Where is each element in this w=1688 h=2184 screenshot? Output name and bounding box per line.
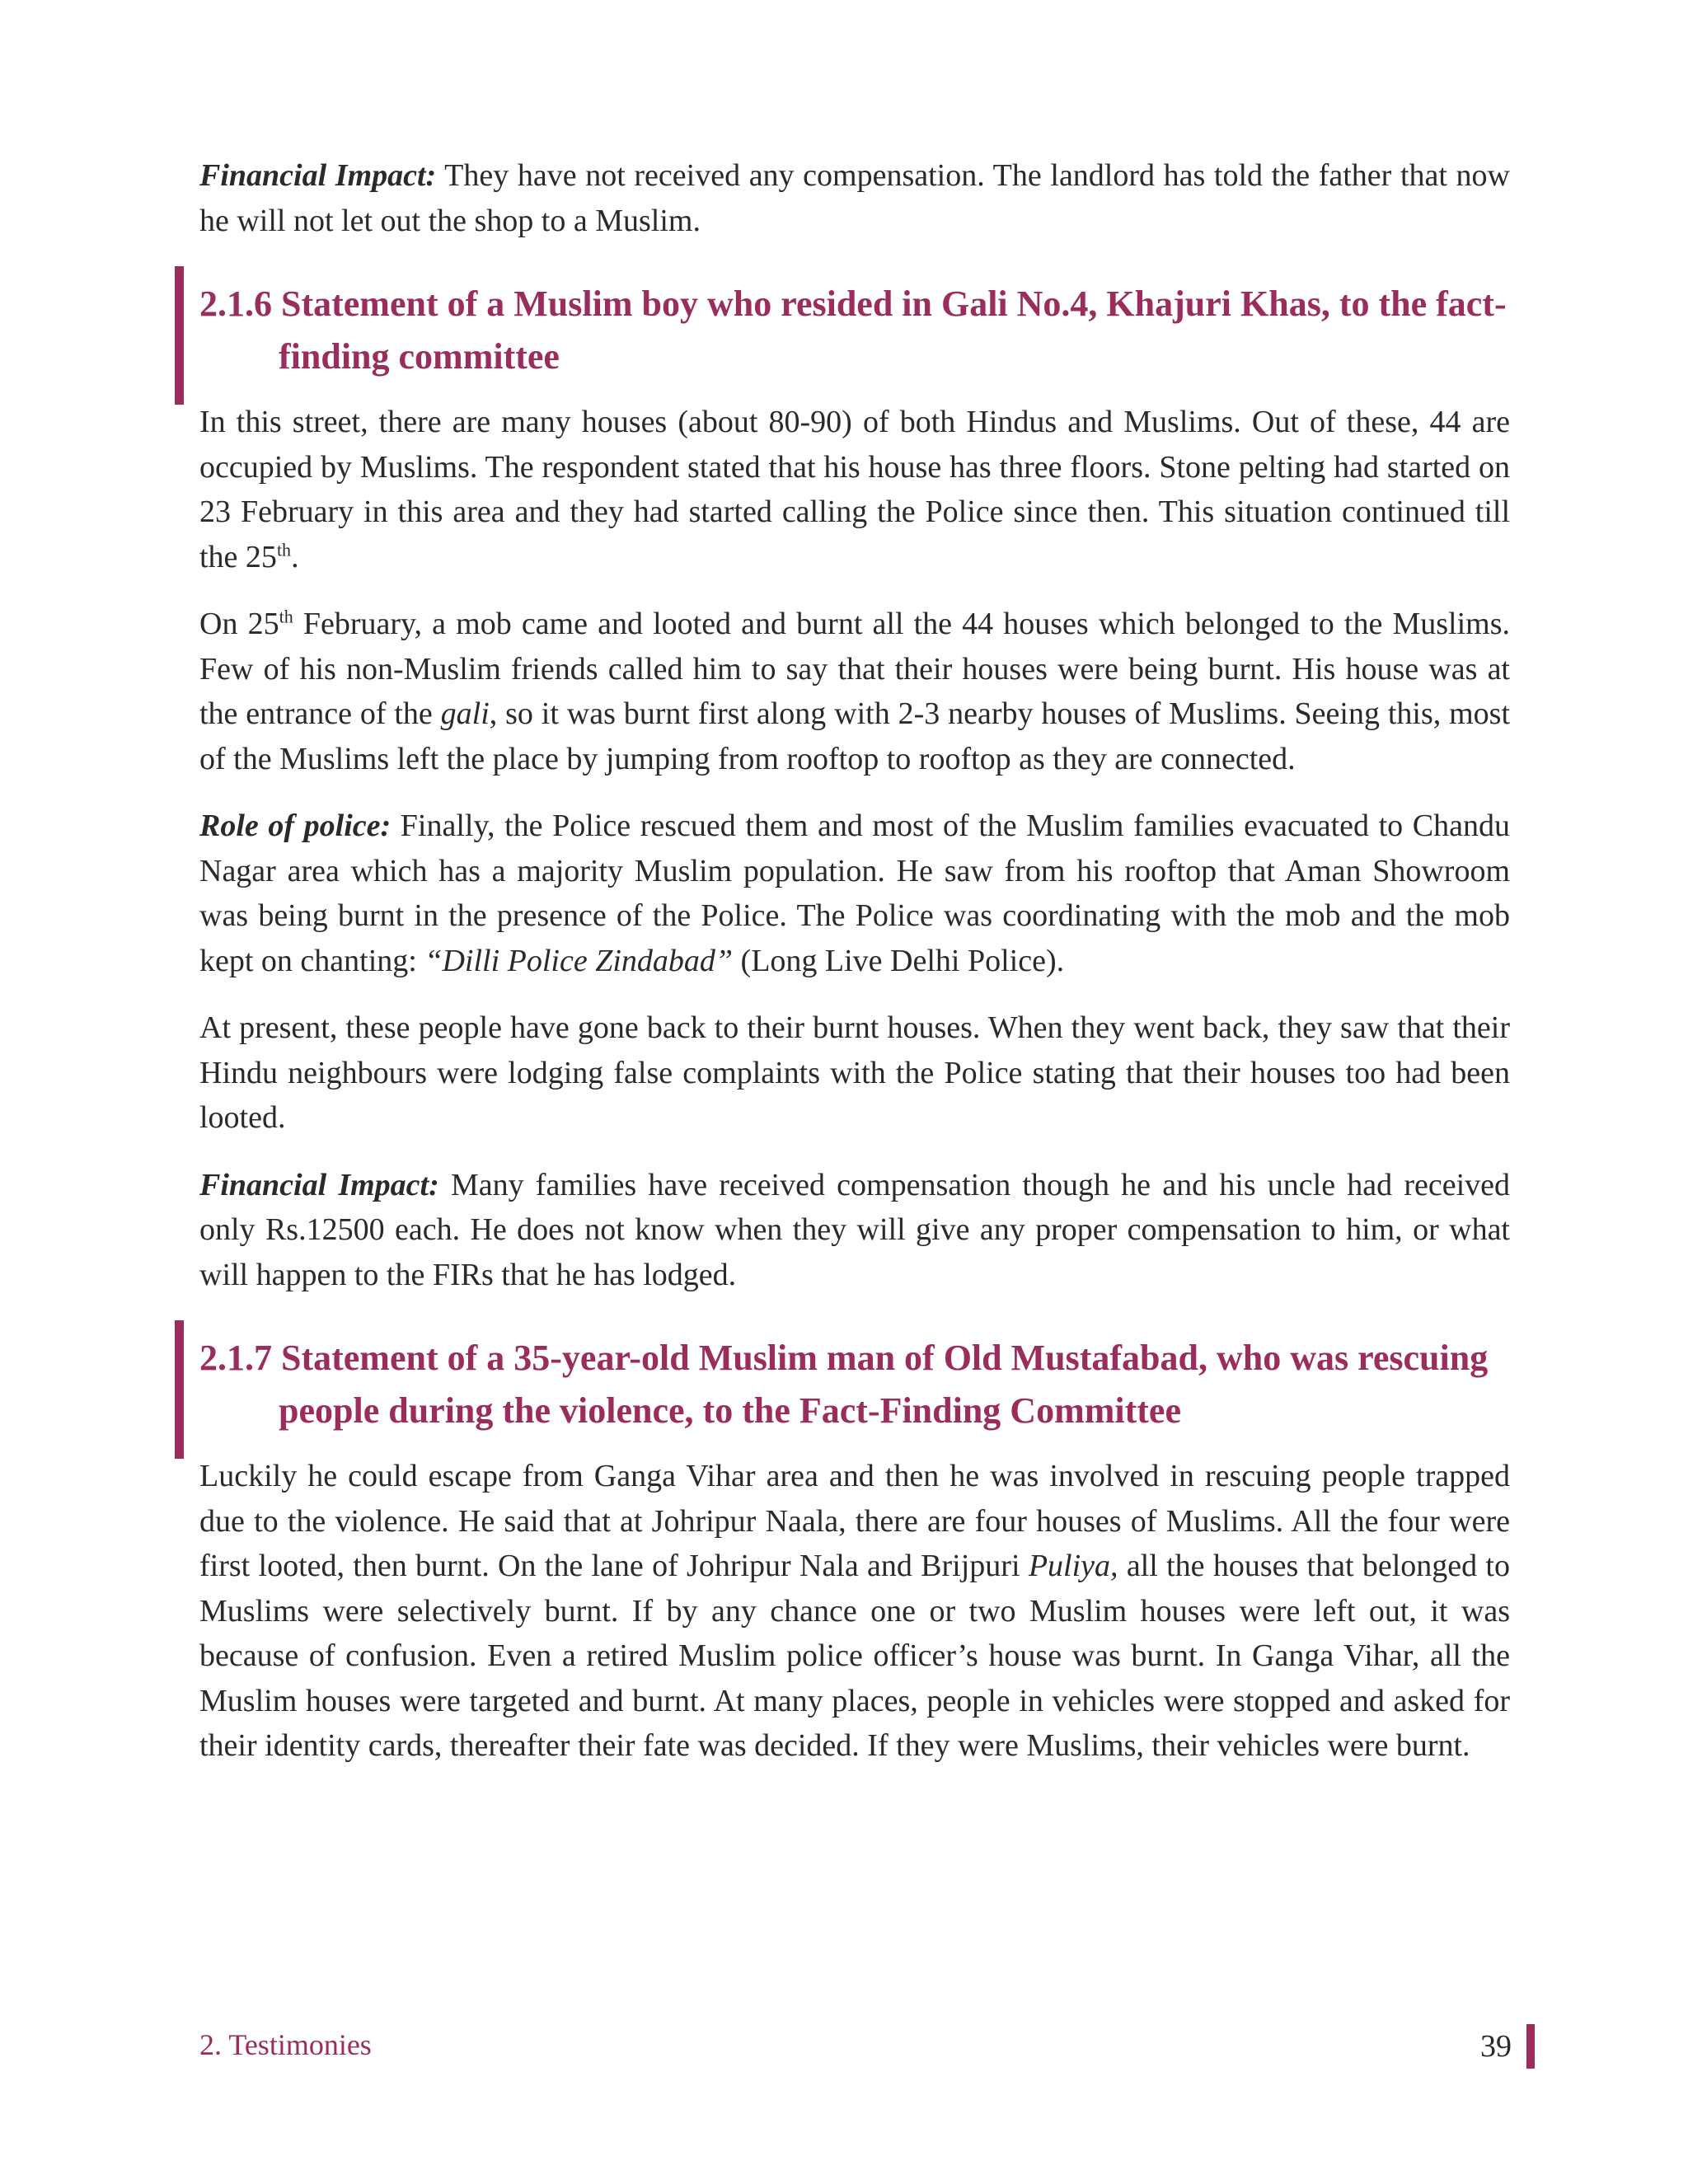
footer-page-marker [1480,2024,1535,2069]
paragraph-text: all the houses that belonged to Muslims were selectively burnt. If by any chance one or two Muslim houses were left out, it was because of confusion. Even a retired Muslim police officer’s house was burnt. In Ganga Vihar, all the Muslim houses were targeted and burnt. At many places, people in vehicles were stopped and asked for their identity cards, thereafter their fate was decided. If they were Muslims, their vehicles were burnt. [199,1549,1510,1763]
paragraph-text: Luckily he could escape from Ganga Vihar area and then he was involved in rescuing people trapped due to the violence. He said that at Johripur Naala, there are four houses of Muslims. All the four were first looted, then burnt. On the lane of Johripur Nala and Brijpuri [199,1459,1510,1583]
italic-term: Puliya, [1028,1549,1118,1583]
financial-impact-label: Financial Impact: [199,1167,439,1202]
section-heading-2-1-6: 2.1.6 Statement of a Muslim boy who resided in Gali No.4, Khajuri Khas, to the fact-finding committee [199,284,1507,377]
paragraph-mob-looting [199,602,1510,781]
italic-term: gali [440,696,490,731]
paragraph-text: In this street, there are many houses (about 80-90) of both Hindus and Muslims. Out of these, 44 are occupied by Muslims. The respondent stated that his house has three floors. Stone pelting had started on 23 February in this area and they had started calling the Police since then. This situation continued till the 25 [199,405,1510,574]
paragraph-text: . [291,539,299,574]
section-2-1-7 [199,1320,1510,1437]
section-heading-2-1-7: 2.1.7 Statement of a 35-year-old Muslim man of Old Mustafabad, who was rescuing people during the violence, to the Fact-Finding Committee [199,1338,1489,1431]
paragraph-text: On 25 [199,607,279,641]
italic-quote: “Dilli Police Zindabad” [424,943,734,978]
financial-impact-paragraph [199,153,1510,243]
paragraph-text: Finally, the Police rescued them and most of the Muslim families evacuated to Chandu Nagar area which has a majority Muslim population. He saw from his rooftop that Aman Showroom was being burnt in the presence of the Police. The Police was coordinating with the mob and the mob kept on chanting: [199,808,1510,978]
paragraph-at-present: At present, these people have gone back to their burnt houses. When they went back, they saw that their Hindu neighbours were lodging false complaints with the Police stating that their houses too had been looted. [199,1010,1510,1135]
superscript: th [276,538,292,560]
financial-impact-label: Financial Impact: [199,158,437,193]
superscript: th [279,606,293,627]
paragraph-text: February, a mob came and looted and burnt all the 44 houses which belonged to the Muslims. Few of his non-Muslim friends called him to say that their houses were being burnt. His house was at the entrance of the [199,607,1510,731]
paragraph-text: , so it was burnt first along with 2-3 nearby houses of Muslims. Seeing this, most of the Muslims left the place by jumping from rooftop to rooftop as they are connected. [199,696,1511,776]
footer-accent-bar [1526,2024,1535,2069]
section-accent-bar [175,1320,184,1459]
role-of-police-label: Role of police: [199,808,392,843]
paragraph-text: Many families have received compensation though he and his uncle had received only Rs.12500 each. He does not know when they will give any proper compensation to him, or what will happen to the FIRs that he has lodged. [199,1167,1510,1292]
footer-chapter-title: 2. Testimonies [199,2028,372,2061]
page-number: 39 [1480,2029,1512,2064]
financial-impact-text: They have not received any compensation. The landlord has told the father that now he will not let out the shop to a Muslim. [199,158,1510,238]
section-2-1-6 [199,266,1510,383]
page-body [199,153,1510,1791]
paragraph-street-houses [199,400,1510,579]
paragraph-rescue [199,1454,1510,1769]
paragraph-text: (Long Live Delhi Police). [733,943,1065,978]
section-accent-bar [175,266,184,405]
paragraph-role-of-police [199,804,1510,983]
paragraph-financial-impact-2 [199,1163,1510,1298]
